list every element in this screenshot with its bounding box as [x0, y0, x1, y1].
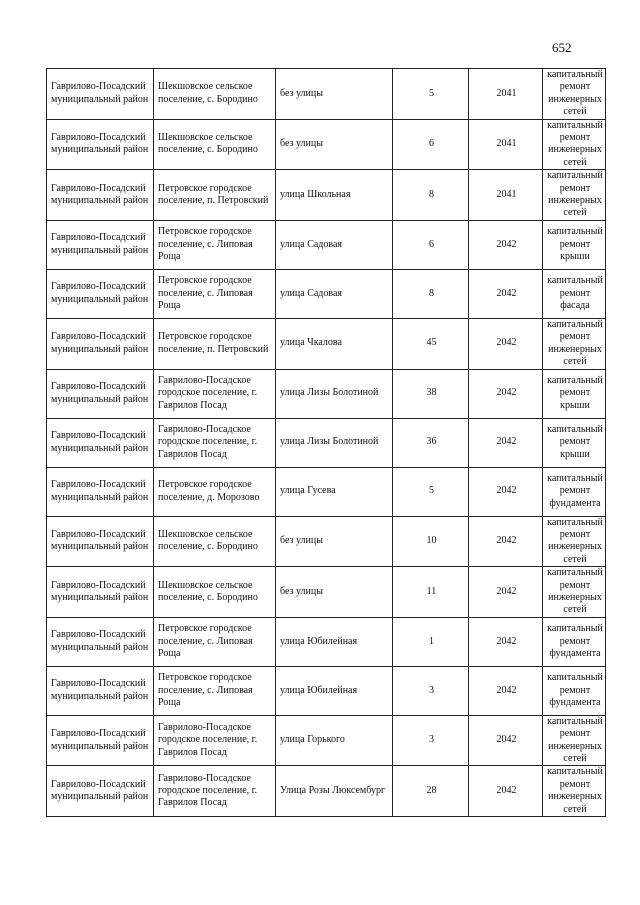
year-cell: 2042: [469, 369, 543, 418]
house-number-cell: 8: [393, 269, 469, 318]
work-type-cell: капитальный ремонт крыши: [543, 220, 606, 269]
year-cell: 2042: [469, 715, 543, 766]
work-type-cell: капитальный ремонт инженерных сетей: [543, 119, 606, 170]
street-cell: улица Садовая: [276, 220, 393, 269]
settlement-cell: Гаврилово-Посадское городское поселение, г. Гаврилов Посад: [154, 369, 276, 418]
district-cell: Гаврилово-Посадский муниципальный район: [47, 69, 154, 120]
table-row: [47, 766, 606, 817]
table-row: [47, 369, 606, 418]
settlement-cell: Петровское городское поселение, п. Петровский: [154, 170, 276, 221]
work-type-cell: капитальный ремонт инженерных сетей: [543, 567, 606, 618]
street-cell: Улица Розы Люксембург: [276, 766, 393, 817]
year-cell: 2042: [469, 766, 543, 817]
work-type-cell: капитальный ремонт инженерных сетей: [543, 715, 606, 766]
district-cell: Гаврилово-Посадский муниципальный район: [47, 666, 154, 715]
page-number: 652: [552, 40, 572, 55]
house-number-cell: 3: [393, 715, 469, 766]
table-row: [47, 617, 606, 666]
house-number-cell: 38: [393, 369, 469, 418]
street-cell: улица Чкалова: [276, 318, 393, 369]
district-cell: Гаврилово-Посадский муниципальный район: [47, 269, 154, 318]
table-row: [47, 715, 606, 766]
district-cell: Гаврилово-Посадский муниципальный район: [47, 467, 154, 516]
district-cell: Гаврилово-Посадский муниципальный район: [47, 170, 154, 221]
district-cell: Гаврилово-Посадский муниципальный район: [47, 567, 154, 618]
house-number-cell: 3: [393, 666, 469, 715]
repair-schedule-table: [46, 68, 606, 817]
district-cell: Гаврилово-Посадский муниципальный район: [47, 715, 154, 766]
settlement-cell: Гаврилово-Посадское городское поселение, г. Гаврилов Посад: [154, 766, 276, 817]
table-row: [47, 516, 606, 567]
work-type-cell: капитальный ремонт инженерных сетей: [543, 318, 606, 369]
work-type-cell: капитальный ремонт крыши: [543, 418, 606, 467]
work-type-cell: капитальный ремонт инженерных сетей: [543, 170, 606, 221]
district-cell: Гаврилово-Посадский муниципальный район: [47, 220, 154, 269]
house-number-cell: 45: [393, 318, 469, 369]
settlement-cell: Петровское городское поселение, с. Липовая Роща: [154, 220, 276, 269]
table-row: [47, 170, 606, 221]
district-cell: Гаврилово-Посадский муниципальный район: [47, 119, 154, 170]
table-row: [47, 269, 606, 318]
work-type-cell: капитальный ремонт фундамента: [543, 617, 606, 666]
table-row: [47, 467, 606, 516]
settlement-cell: Шекшовское сельское поселение, с. Бородино: [154, 119, 276, 170]
year-cell: 2042: [469, 516, 543, 567]
year-cell: 2042: [469, 220, 543, 269]
district-cell: Гаврилово-Посадский муниципальный район: [47, 766, 154, 817]
table-row: [47, 220, 606, 269]
work-type-cell: капитальный ремонт инженерных сетей: [543, 69, 606, 120]
settlement-cell: Шекшовское сельское поселение, с. Бородино: [154, 516, 276, 567]
house-number-cell: 28: [393, 766, 469, 817]
street-cell: улица Садовая: [276, 269, 393, 318]
year-cell: 2042: [469, 467, 543, 516]
district-cell: Гаврилово-Посадский муниципальный район: [47, 318, 154, 369]
street-cell: улица Лизы Болотиной: [276, 369, 393, 418]
year-cell: 2041: [469, 69, 543, 120]
house-number-cell: 5: [393, 69, 469, 120]
settlement-cell: Гаврилово-Посадское городское поселение, г. Гаврилов Посад: [154, 418, 276, 467]
year-cell: 2042: [469, 617, 543, 666]
work-type-cell: капитальный ремонт фасада: [543, 269, 606, 318]
street-cell: улица Лизы Болотиной: [276, 418, 393, 467]
house-number-cell: 6: [393, 119, 469, 170]
settlement-cell: Шекшовское сельское поселение, с. Бородино: [154, 567, 276, 618]
district-cell: Гаврилово-Посадский муниципальный район: [47, 617, 154, 666]
year-cell: 2042: [469, 318, 543, 369]
table-row: [47, 567, 606, 618]
house-number-cell: 6: [393, 220, 469, 269]
house-number-cell: 36: [393, 418, 469, 467]
settlement-cell: Петровское городское поселение, с. Липовая Роща: [154, 269, 276, 318]
district-cell: Гаврилово-Посадский муниципальный район: [47, 418, 154, 467]
street-cell: улица Гусева: [276, 467, 393, 516]
house-number-cell: 10: [393, 516, 469, 567]
year-cell: 2042: [469, 269, 543, 318]
year-cell: 2042: [469, 567, 543, 618]
street-cell: без улицы: [276, 69, 393, 120]
table-row: [47, 69, 606, 120]
settlement-cell: Шекшовское сельское поселение, с. Бородино: [154, 69, 276, 120]
year-cell: 2041: [469, 119, 543, 170]
district-cell: Гаврилово-Посадский муниципальный район: [47, 516, 154, 567]
settlement-cell: Петровское городское поселение, с. Липовая Роща: [154, 617, 276, 666]
table-row: [47, 418, 606, 467]
street-cell: без улицы: [276, 119, 393, 170]
year-cell: 2042: [469, 418, 543, 467]
district-cell: Гаврилово-Посадский муниципальный район: [47, 369, 154, 418]
table-body: [47, 69, 606, 817]
work-type-cell: капитальный ремонт инженерных сетей: [543, 516, 606, 567]
table-row: [47, 666, 606, 715]
settlement-cell: Петровское городское поселение, п. Петровский: [154, 318, 276, 369]
work-type-cell: капитальный ремонт фундамента: [543, 666, 606, 715]
work-type-cell: капитальный ремонт инженерных сетей: [543, 766, 606, 817]
street-cell: улица Юбилейная: [276, 666, 393, 715]
street-cell: без улицы: [276, 516, 393, 567]
table-row: [47, 119, 606, 170]
settlement-cell: Петровское городское поселение, д. Морозово: [154, 467, 276, 516]
street-cell: улица Юбилейная: [276, 617, 393, 666]
street-cell: улица Горького: [276, 715, 393, 766]
house-number-cell: 5: [393, 467, 469, 516]
street-cell: без улицы: [276, 567, 393, 618]
year-cell: 2042: [469, 666, 543, 715]
table-row: [47, 318, 606, 369]
settlement-cell: Петровское городское поселение, с. Липовая Роща: [154, 666, 276, 715]
house-number-cell: 8: [393, 170, 469, 221]
street-cell: улица Школьная: [276, 170, 393, 221]
house-number-cell: 11: [393, 567, 469, 618]
work-type-cell: капитальный ремонт крыши: [543, 369, 606, 418]
settlement-cell: Гаврилово-Посадское городское поселение, г. Гаврилов Посад: [154, 715, 276, 766]
house-number-cell: 1: [393, 617, 469, 666]
work-type-cell: капитальный ремонт фундамента: [543, 467, 606, 516]
year-cell: 2041: [469, 170, 543, 221]
